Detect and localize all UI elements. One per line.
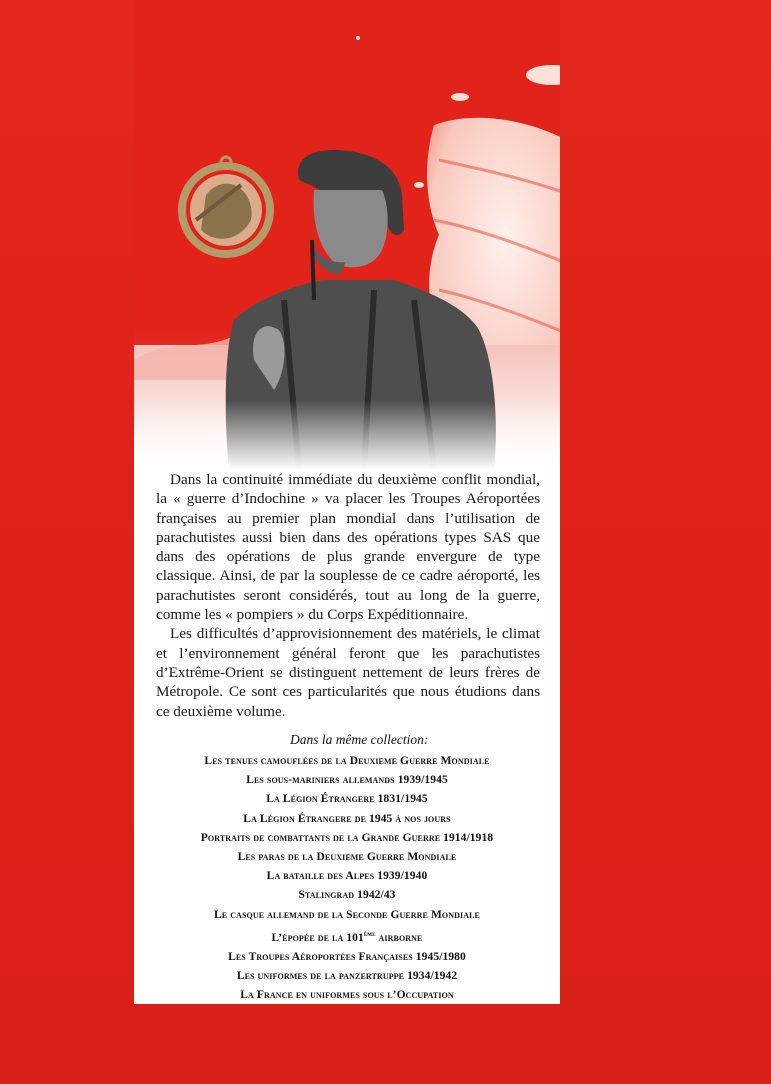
text-block xyxy=(134,470,560,1004)
collection-item: La bataille des Alpes 1939/1940 xyxy=(266,870,428,883)
paratrooper-photo-icon xyxy=(134,0,560,470)
collection-item-101-main: L’épopée de la 101 xyxy=(271,931,364,944)
content-panel xyxy=(134,0,560,1004)
collection-list xyxy=(134,732,560,1005)
paratrooper-photo xyxy=(134,0,560,470)
collection-item: Les paras de la Deuxieme Guerre Mondiale xyxy=(237,851,457,864)
collection-item: Portraits de combattants de la Grande Guerre 1914/1918 xyxy=(200,831,494,844)
paragraph-2: Les difficultés d’approvisionnement des matériels, le climat et l’environnement général feront que les parachutistes d’Extrême-Orient se distinguent nettement de leurs frères de Métropole. Ce sont ces particularités que nous étudions dans ce deuxième volume. xyxy=(156,625,540,720)
collection-item: La Légion Étrangere de 1945 à nos jours xyxy=(243,812,451,825)
collection-item-101-sup: ème xyxy=(363,929,376,938)
collection-item-101-tail: airborne xyxy=(375,931,423,944)
description-text xyxy=(156,470,540,721)
collection-item: Les tenues camouflées de la Deuxieme Guerre Mondiale xyxy=(204,755,490,767)
collection-item: Les sous-mariniers allemands 1939/1945 xyxy=(246,774,448,787)
collection-item-101 xyxy=(134,925,560,948)
collection-item: Les Troupes Aéroportées Françaises 1945/1980 xyxy=(228,950,466,963)
collection-item: Le casque allemand de la Seconde Guerre Mondiale xyxy=(214,908,480,921)
collection-item: La France en uniformes sous l’Occupation xyxy=(240,989,454,1002)
paragraph-1: Dans la continuité immédiate du deuxième conflit mondial, la « guerre d’Indochine » va placer les Troupes Aéroportées françaises au premier plan mondial dans l’utilisation de parachutistes aussi bien dans des opérations types SAS que dans des opérations de plus grande envergure de type classique. Ainsi, de par la souplesse de ce cadre aéroporté, les parachutistes seront considérés, tout au long de la guerre, comme les « pompiers » du Corps Expéditionnaire. xyxy=(156,471,540,624)
collection-item: Stalingrad 1942/43 xyxy=(298,889,396,902)
collection-item: Les uniformes de la panzertruppe 1934/1942 xyxy=(236,970,458,983)
collection-title: Dans la même collection: xyxy=(290,732,429,747)
collection-item: La Légion Étrangere 1831/1945 xyxy=(266,793,428,806)
